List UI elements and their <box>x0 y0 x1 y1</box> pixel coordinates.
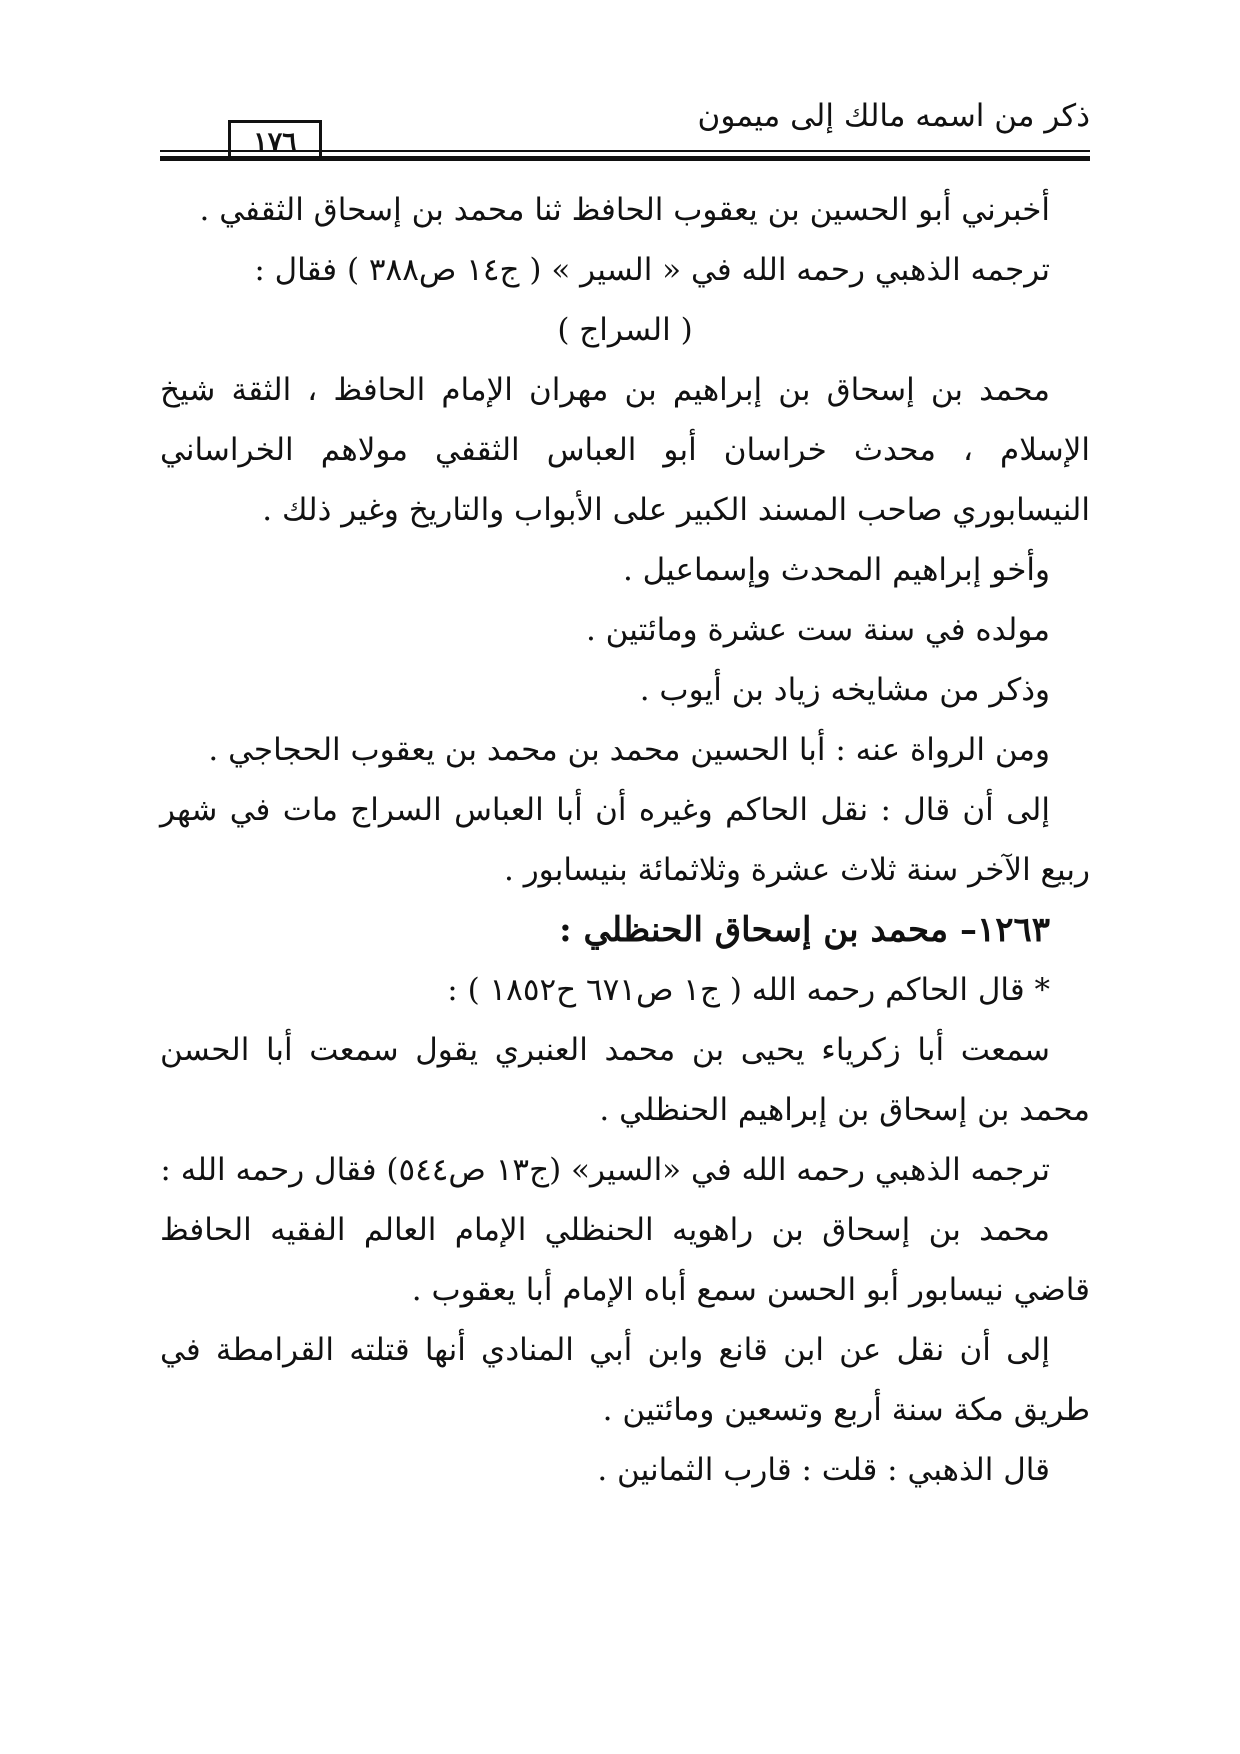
paragraph: مولده في سنة ست عشرة ومائتين . <box>585 612 1050 648</box>
paragraph: وأخو إبراهيم المحدث وإسماعيل . <box>622 552 1050 588</box>
paragraph: ترجمه الذهبي رحمه الله في « السير » ( ج١٤ ص٣٨٨ ) فقال : <box>254 252 1050 288</box>
page-number: ١٧٦ <box>228 120 322 161</box>
paragraph: محمد بن إسحاق بن إبراهيم بن مهران الإمام الحافظ ، الثقة شيخ الإسلام ، محدث خراسان أبو العباس الثقفي مولاهم الخراساني النيسابوري صاحب المسند الكبير على الأبواب والتاريخ وغير ذلك . <box>160 372 1090 528</box>
paragraph: سمعت أبا زكرياء يحيى بن محمد العنبري يقول سمعت أبا الحسن محمد بن إسحاق بن إبراهيم الحنظلي . <box>160 1032 1090 1128</box>
running-title: ذكر من اسمه مالك إلى ميمون <box>697 98 1090 134</box>
header-rule-thick <box>160 156 1090 161</box>
paragraph: إلى أن قال : نقل الحاكم وغيره أن أبا العباس السراج مات في شهر ربيع الآخر سنة ثلاث عشرة وثلاثمائة بنيسابور . <box>160 792 1090 888</box>
paragraph: قال الذهبي : قلت : قارب الثمانين . <box>597 1452 1050 1488</box>
paragraph: محمد بن إسحاق بن راهويه الحنظلي الإمام العالم الفقيه الحافظ قاضي نيسابور أبو الحسن سمع أباه الإمام أبا يعقوب . <box>160 1212 1090 1308</box>
section-title: ( السراج ) <box>557 312 693 348</box>
paragraph: أخبرني أبو الحسين بن يعقوب الحافظ ثنا محمد بن إسحاق الثقفي . <box>199 192 1050 228</box>
paragraph: ترجمه الذهبي رحمه الله في «السير» (ج١٣ ص٥٤٤) فقال رحمه الله : <box>160 1152 1050 1188</box>
header-rule-thin <box>160 150 1090 152</box>
paragraph: وذكر من مشايخه زياد بن أيوب . <box>639 672 1050 708</box>
entry-heading: ١٢٦٣– محمد بن إسحاق الحنظلي : <box>559 910 1050 950</box>
paragraph: * قال الحاكم رحمه الله ( ج١ ص٦٧١ ح١٨٥٢ ) : <box>447 972 1050 1008</box>
paragraph: ومن الرواة عنه : أبا الحسين محمد بن محمد بن يعقوب الحجاجي . <box>208 732 1050 768</box>
body-text <box>160 180 1090 1500</box>
paragraph: إلى أن نقل عن ابن قانع وابن أبي المنادي أنها قتلته القرامطة في طريق مكة سنة أربع وتسعين ومائتين . <box>160 1332 1090 1428</box>
